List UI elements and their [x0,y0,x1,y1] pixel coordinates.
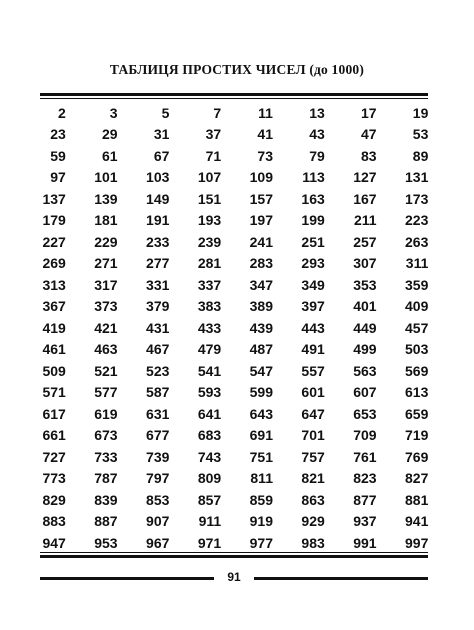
prime-cell: 859 [249,491,273,508]
prime-cell: 617 [42,405,66,422]
table-row [14,188,428,210]
prime-cell: 401 [353,298,377,315]
table-row [14,532,428,554]
primes-table-body [14,102,428,554]
prime-cell: 313 [42,276,66,293]
table-row [14,102,428,124]
prime-cell: 157 [249,190,273,207]
prime-cell: 503 [405,341,429,358]
prime-cell: 653 [353,405,377,422]
prime-cell: 709 [353,427,377,444]
prime-cell: 53 [412,126,429,143]
prime-cell: 197 [249,212,273,229]
prime-cell: 227 [42,233,66,250]
prime-cell: 347 [249,276,273,293]
prime-cell: 367 [42,298,66,315]
prime-cell: 61 [102,147,118,164]
prime-cell: 449 [353,319,377,336]
prime-cell: 311 [405,255,429,272]
prime-cell: 577 [94,384,118,401]
title-text: ТАБЛИЦЯ ПРОСТИХ ЧИСЕЛ [109,62,306,77]
prime-cell: 719 [405,427,429,444]
prime-cell: 743 [197,448,222,465]
prime-cell: 521 [94,362,118,379]
table-row [14,425,428,447]
prime-cell: 19 [412,104,429,121]
prime-cell: 997 [405,534,429,551]
prime-cell: 823 [353,470,377,487]
table-row [14,446,428,468]
prime-cell: 41 [257,126,273,143]
prime-cell: 601 [301,384,325,401]
prime-cell: 29 [102,126,118,143]
prime-cell: 43 [309,126,325,143]
prime-cell: 811 [250,470,273,487]
prime-cell: 751 [249,448,273,465]
prime-cell: 89 [412,147,429,164]
prime-cell: 787 [94,470,118,487]
prime-cell: 409 [405,298,429,315]
prime-cell: 733 [94,448,118,465]
prime-cell: 5 [161,104,170,121]
table-row [14,145,428,167]
prime-cell: 359 [405,276,429,293]
prime-cell: 281 [197,255,222,272]
prime-cell: 991 [353,534,377,551]
prime-cell: 397 [301,298,325,315]
prime-cell: 433 [197,319,222,336]
prime-cell: 643 [249,405,273,422]
prime-cell: 947 [42,534,66,551]
bottom-rule-thin [40,552,428,553]
footer-line-right [254,577,428,580]
prime-cell: 73 [257,147,273,164]
prime-cell: 937 [353,513,377,530]
prime-cell: 193 [197,212,222,229]
prime-cell: 199 [301,212,325,229]
prime-cell: 619 [94,405,118,422]
prime-cell: 953 [94,534,118,551]
prime-cell: 163 [301,190,325,207]
footer-line-left [40,577,214,580]
prime-cell: 107 [197,169,222,186]
prime-cell: 293 [301,255,325,272]
prime-cell: 701 [301,427,325,444]
prime-cell: 131 [405,169,429,186]
prime-cell: 373 [94,298,118,315]
prime-cell: 827 [405,470,429,487]
table-row [14,468,428,490]
prime-cell: 113 [302,169,325,186]
page-title [0,62,474,78]
prime-cell: 587 [146,384,170,401]
prime-cell: 569 [405,362,429,379]
prime-cell: 673 [94,427,118,444]
prime-cell: 79 [309,147,325,164]
prime-cell: 509 [42,362,66,379]
table-row [14,382,428,404]
prime-cell: 911 [198,513,222,530]
prime-cell: 641 [197,405,222,422]
prime-cell: 109 [249,169,273,186]
top-rule-thin [40,98,428,99]
prime-cell: 439 [249,319,273,336]
primes-table [14,102,428,554]
table-row [14,360,428,382]
prime-cell: 151 [197,190,222,207]
prime-cell: 907 [146,513,170,530]
prime-cell: 7 [213,104,222,121]
prime-cell: 331 [146,276,170,293]
prime-cell: 139 [94,190,118,207]
table-row [14,489,428,511]
prime-cell: 677 [146,427,170,444]
prime-cell: 727 [42,448,66,465]
prime-cell: 337 [197,276,222,293]
prime-cell: 659 [405,405,429,422]
table-row [14,167,428,189]
prime-cell: 229 [94,233,118,250]
prime-cell: 13 [309,104,325,121]
prime-cell: 661 [42,427,66,444]
prime-cell: 97 [50,169,66,186]
prime-cell: 647 [301,405,325,422]
prime-cell: 941 [405,513,429,530]
prime-cell: 257 [353,233,377,250]
prime-cell: 739 [146,448,170,465]
prime-cell: 839 [94,491,118,508]
prime-cell: 211 [353,212,377,229]
table-row [14,274,428,296]
prime-cell: 967 [146,534,170,551]
prime-cell: 571 [42,384,66,401]
prime-cell: 3 [109,104,118,121]
table-row [14,210,428,232]
prime-cell: 563 [353,362,377,379]
prime-cell: 929 [301,513,325,530]
title-suffix: (до 1000) [309,62,365,77]
table-row [14,124,428,146]
prime-cell: 467 [146,341,170,358]
prime-cell: 499 [353,341,377,358]
prime-cell: 383 [197,298,222,315]
prime-cell: 223 [405,212,429,229]
prime-cell: 71 [205,147,222,164]
table-row [14,339,428,361]
prime-cell: 883 [42,513,66,530]
prime-cell: 307 [353,255,377,272]
prime-cell: 239 [197,233,222,250]
table-row [14,403,428,425]
table-row [14,253,428,275]
prime-cell: 607 [353,384,377,401]
prime-cell: 487 [249,341,273,358]
prime-cell: 67 [153,147,170,164]
prime-cell: 149 [146,190,170,207]
prime-cell: 863 [301,491,325,508]
prime-cell: 241 [249,233,273,250]
prime-cell: 179 [42,212,66,229]
prime-cell: 461 [42,341,66,358]
prime-cell: 23 [50,126,66,143]
prime-cell: 809 [197,470,222,487]
prime-cell: 887 [94,513,118,530]
prime-cell: 877 [353,491,377,508]
prime-cell: 173 [405,190,429,207]
prime-cell: 683 [197,427,222,444]
prime-cell: 557 [301,362,325,379]
prime-cell: 389 [249,298,273,315]
prime-cell: 137 [42,190,66,207]
prime-cell: 593 [197,384,222,401]
prime-cell: 283 [249,255,273,272]
prime-cell: 613 [405,384,429,401]
prime-cell: 773 [42,470,66,487]
prime-cell: 101 [94,169,118,186]
prime-cell: 127 [353,169,377,186]
prime-cell: 857 [197,491,222,508]
prime-cell: 251 [301,233,325,250]
prime-cell: 761 [353,448,377,465]
prime-cell: 977 [249,534,273,551]
top-rule-thick [40,93,428,96]
prime-cell: 853 [146,491,170,508]
prime-cell: 37 [205,126,222,143]
prime-cell: 769 [405,448,429,465]
prime-cell: 419 [42,319,66,336]
prime-cell: 59 [50,147,66,164]
table-row [14,317,428,339]
prime-cell: 2 [58,104,66,121]
prime-cell: 379 [146,298,170,315]
prime-cell: 443 [301,319,325,336]
table-row [14,511,428,533]
prime-cell: 31 [153,126,170,143]
prime-cell: 457 [405,319,429,336]
prime-cell: 523 [146,362,170,379]
prime-cell: 349 [301,276,325,293]
table-row [14,231,428,253]
prime-cell: 263 [405,233,429,250]
prime-cell: 691 [249,427,273,444]
prime-cell: 881 [405,491,429,508]
prime-cell: 479 [197,341,222,358]
prime-cell: 277 [146,255,170,272]
prime-cell: 829 [42,491,66,508]
prime-cell: 167 [353,190,377,207]
prime-cell: 353 [353,276,377,293]
prime-cell: 983 [301,534,325,551]
prime-cell: 821 [301,470,325,487]
prime-cell: 421 [94,319,118,336]
prime-cell: 233 [146,233,170,250]
page-number: 91 [227,570,241,584]
table-row [14,296,428,318]
prime-cell: 103 [146,169,170,186]
prime-cell: 11 [258,104,273,121]
prime-cell: 269 [42,255,66,272]
prime-cell: 83 [361,147,377,164]
prime-cell: 797 [146,470,170,487]
prime-cell: 317 [94,276,118,293]
prime-cell: 463 [94,341,118,358]
prime-cell: 271 [94,255,118,272]
prime-cell: 491 [301,341,325,358]
prime-cell: 547 [249,362,273,379]
prime-cell: 541 [197,362,222,379]
prime-cell: 971 [197,534,222,551]
prime-cell: 181 [94,212,118,229]
prime-cell: 757 [301,448,325,465]
prime-cell: 631 [146,405,170,422]
prime-cell: 191 [146,212,170,229]
prime-cell: 599 [249,384,273,401]
prime-cell: 47 [361,126,377,143]
prime-cell: 17 [361,104,377,121]
prime-cell: 431 [146,319,170,336]
bottom-rule-thick [40,555,428,558]
prime-cell: 919 [249,513,273,530]
